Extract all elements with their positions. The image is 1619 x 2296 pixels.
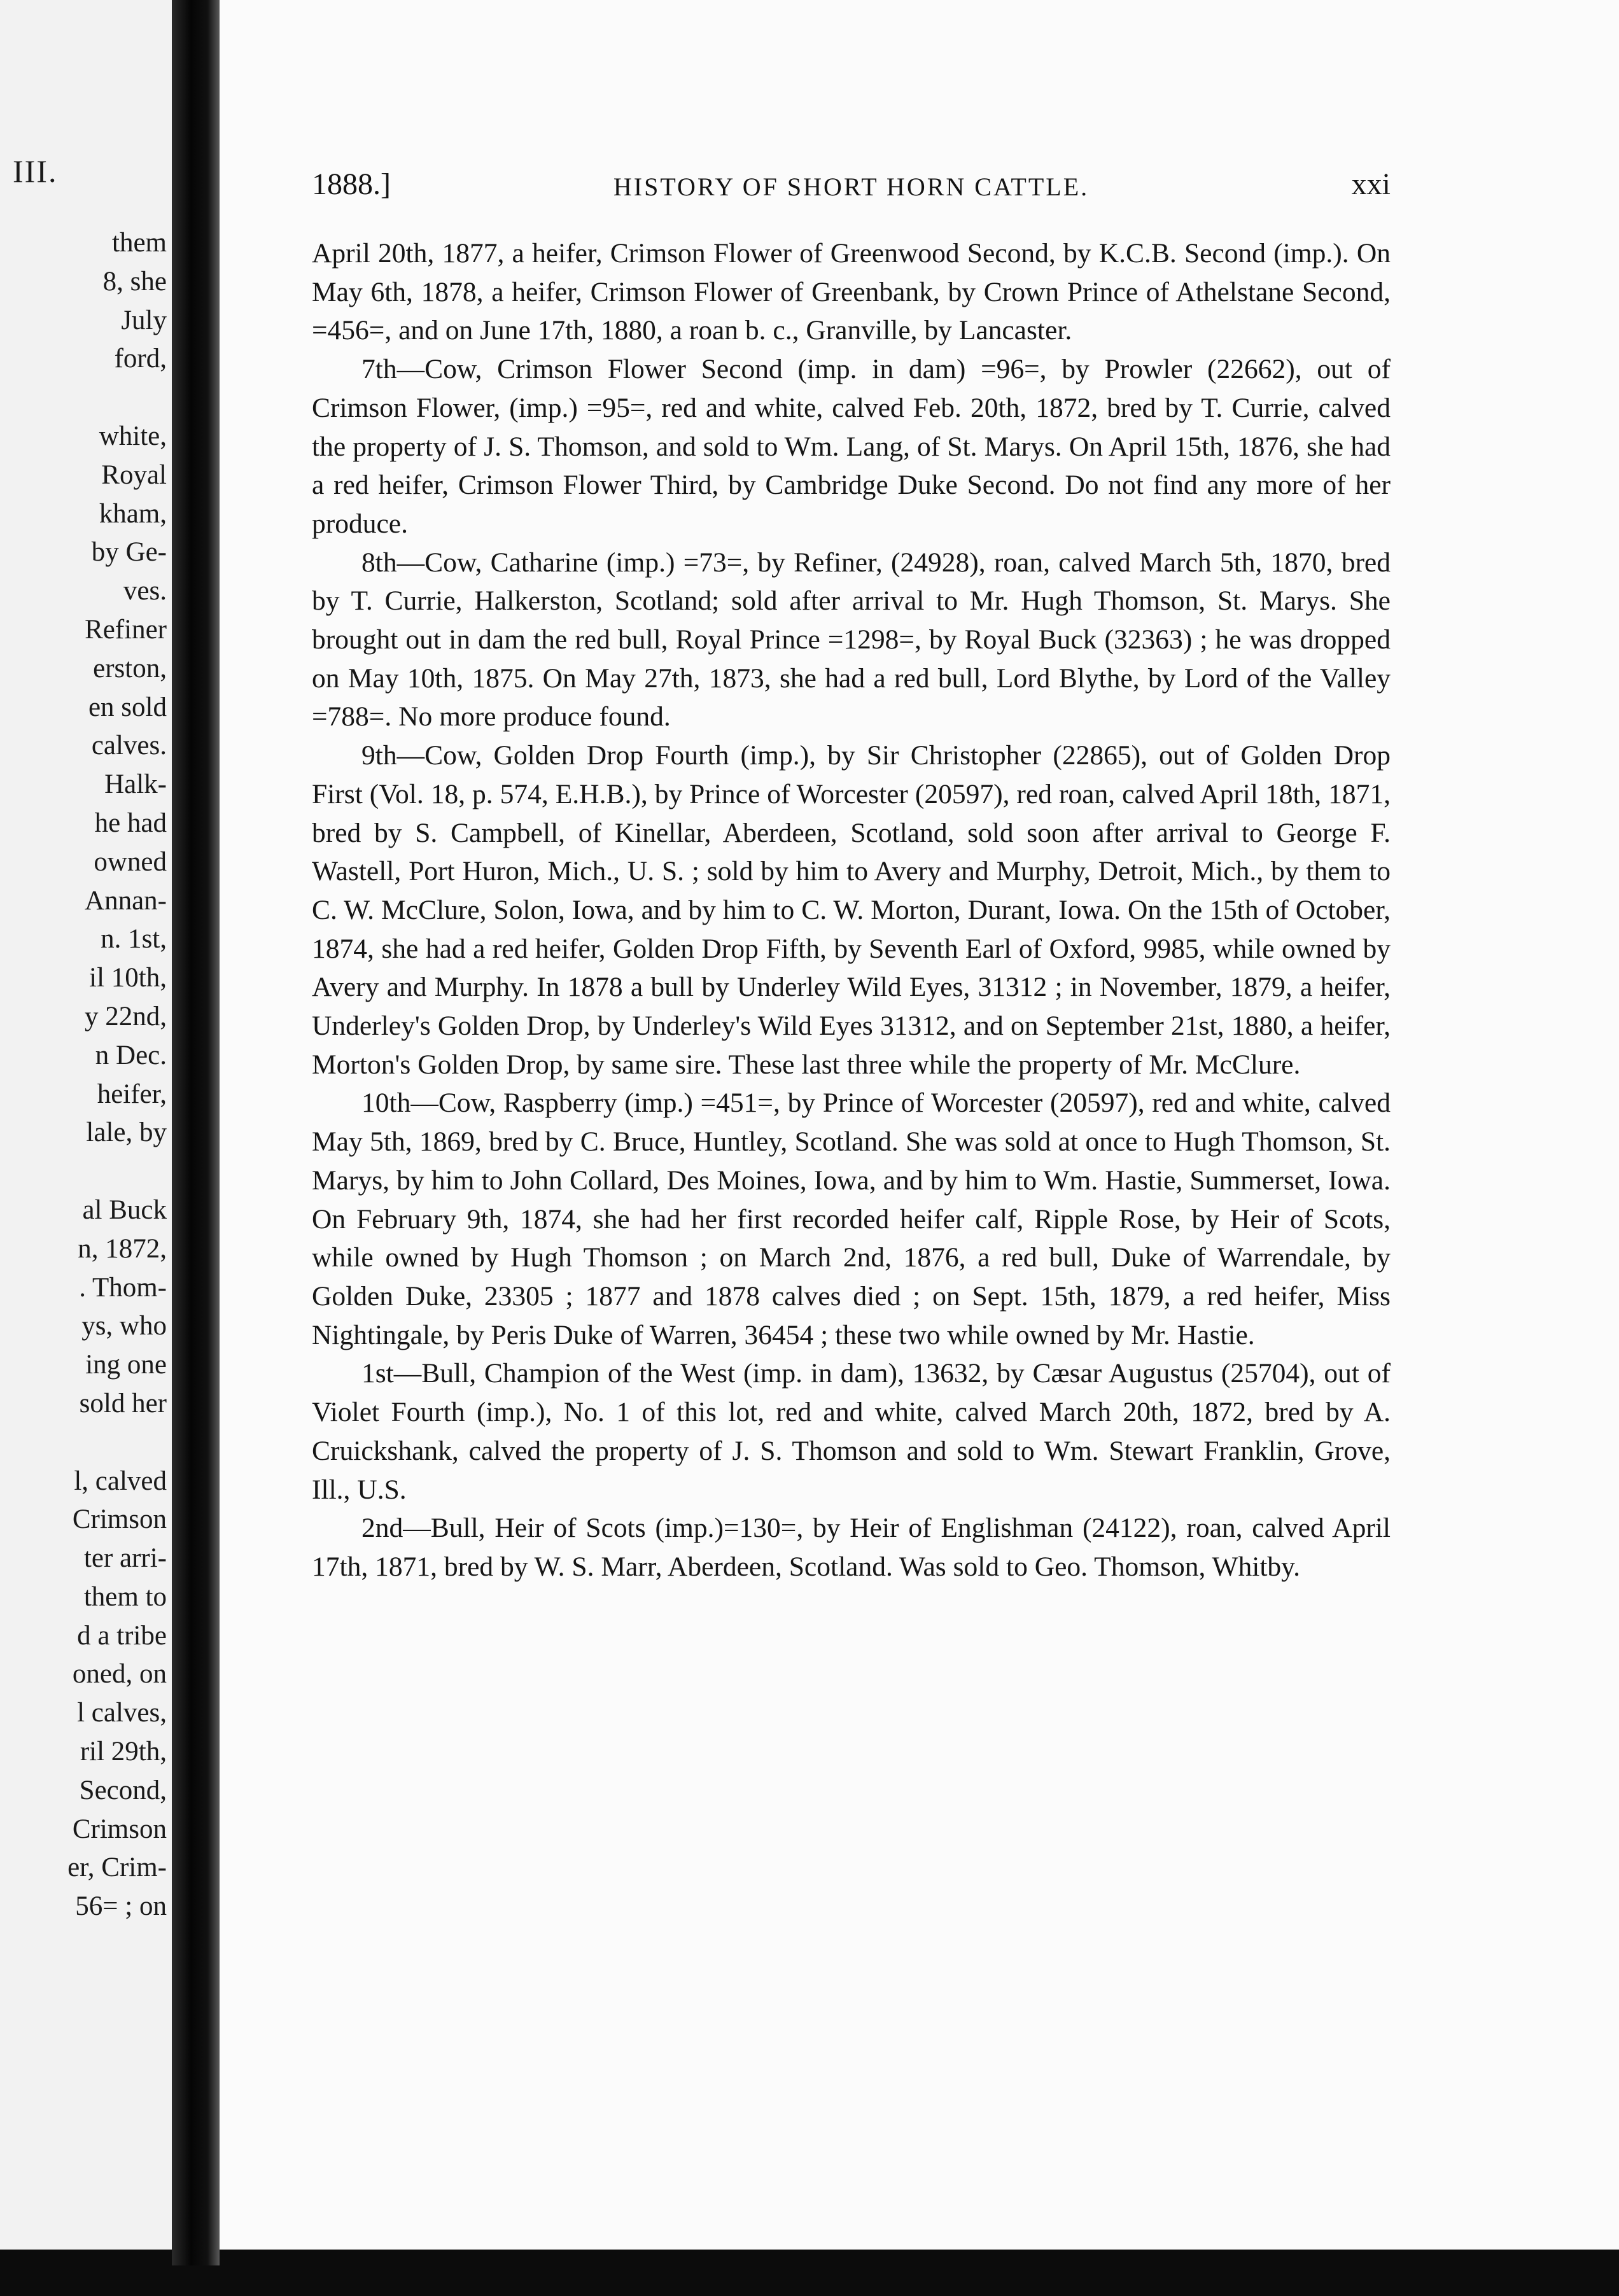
paragraph: 1st—Bull, Champion of the West (imp. in dam), 13632, by Cæsar Augustus (25704), out of Violet Fourth (imp.), No. 1 of this lot, red and white, calved March 20th, 1872, bred by A. Cruickshank, calved the property of J. S. Thomson and sold to Wm. Stewart Franklin, Grove, Ill., U.S. [312,1358,1391,1505]
left-page-line: ter arri- [83,1543,167,1574]
left-page-line: erston, [93,653,167,683]
left-page-line: calves. [91,731,167,761]
left-page-line: Halk- [104,769,167,800]
left-page-line: l, calved [74,1466,167,1496]
left-page-line: 8, she [102,266,167,297]
paragraph: 9th—Cow, Golden Drop Fourth (imp.), by Sir Christopher (22865), out of Golden Drop First (Vol. 18, p. 574, E.H.B.), by Prince of Worcester (20597), red roan, calved April 18th, 1871, bred by S. Campbell, of Kinellar, Aberdeen, Scotland, sold soon after arrival to George F. Wastell, Port Huron, Mich., U. S. ; sold by him to Avery and Murphy, Detroit, Mich., by them to C. W. McClure, Solon, Iowa, and by him to C. W. Morton, Durant, Iowa. On the 15th of October, 1874, she had a red heifer, Golden Drop Fifth, by Seventh Earl of Oxford, 9985, while owned by Avery and Murphy. In 1878 a bull by Underley Wild Eyes, 31312 ; in November, 1879, a heifer, Underley's Golden Drop, by Underley's Wild Eyes 31312, and on September 21st, 1880, a heifer, Morton's Golden Drop, by same sire. These last three while the property of Mr. McClure. [312,740,1391,1080]
left-page-line: n. 1st, [101,924,167,955]
left-page-line [0,1152,167,1191]
left-page-line: July [121,305,167,335]
left-page-line: oned, on [72,1659,167,1690]
left-page-line: il 10th, [89,963,167,993]
paragraph: 2nd—Bull, Heir of Scots (imp.)=130=, by Heir of Englishman (24122), roan, calved April 17th, 1871, bred by W. S. Marr, Aberdeen, Scotland. Was sold to Geo. Thomson, Whitby. [312,1513,1391,1582]
left-page-line: them [112,228,167,258]
left-page-line: ves. [123,576,167,606]
left-page-line: Refiner [85,614,167,645]
body-text [312,234,1391,1586]
left-page-line: ys, who [81,1311,167,1341]
left-page-line: Annan- [85,885,167,916]
left-page-line: kham, [99,498,167,529]
left-page-line: en sold [88,692,167,722]
left-page-line [0,1424,167,1462]
left-page-line: d a tribe [77,1620,167,1651]
left-page-line: Crimson [72,1504,167,1535]
left-page-line: he had [94,808,167,838]
left-page-header: III. [13,153,58,189]
left-page-line: ing one [85,1350,167,1380]
left-page-line: white, [99,421,167,451]
left-page-line: 56= ; on [75,1891,167,1922]
left-page-line: . Thom- [79,1272,167,1303]
left-page-line: Royal [101,459,167,490]
left-page-line: n Dec. [95,1040,167,1070]
left-page-line: heifer, [97,1079,167,1109]
header-title: HISTORY OF SHORT HORN CATTLE. [613,172,1090,201]
book-gutter [172,0,220,2265]
paragraph: 8th—Cow, Catharine (imp.) =73=, by Refiner, (24928), roan, calved March 5th, 1870, bred by T. Currie, Halkerston, Scotland; sold after arrival to Mr. Hugh Thomson, St. Marys. She brought out in dam the red bull, Royal Prince =1298=, by Royal Buck (32363) ; he was dropped on May 10th, 1875. On May 27th, 1873, she had a red bull, Lord Blythe, by Lord of the Valley =788=. No more produce found. [312,547,1391,732]
paragraph: April 20th, 1877, a heifer, Crimson Flower of Greenwood Second, by K.C.B. Second (imp.). On May 6th, 1878, a heifer, Crimson Flower of Greenbank, by Crown Prince of Athelstane Second, =456=, and on June 17th, 1880, a roan b. c., Granville, by Lancaster. [312,238,1391,346]
header-year: 1888.] [312,167,391,201]
paragraph: 7th—Cow, Crimson Flower Second (imp. in dam) =96=, by Prowler (22662), out of Crimson Flower, (imp.) =95=, red and white, calved Feb. 20th, 1872, bred by T. Currie, calved the property of J. S. Thomson, and sold to Wm. Lang, of St. Marys. On April 15th, 1876, she had a red heifer, Crimson Flower Third, by Cambridge Duke Second. Do not find any more of her produce. [312,354,1391,539]
page-number: xxi [1351,167,1391,201]
left-page-line: Crimson [72,1814,167,1844]
left-page-line: sold her [79,1388,167,1418]
left-page-line: ford, [114,344,167,374]
running-header [312,167,1391,211]
left-page-line: ril 29th, [80,1737,167,1767]
left-page-fragment [0,0,172,2250]
left-page-line: them to [83,1581,167,1612]
left-page-line: al Buck [82,1194,167,1225]
left-page-line: er, Crim- [67,1852,167,1883]
left-page-line: by Ge- [91,537,167,568]
paragraph: 10th—Cow, Raspberry (imp.) =451=, by Prince of Worcester (20597), red and white, calved May 5th, 1869, bred by C. Bruce, Huntley, Scotland. She was sold at once to Hugh Thomson, St. Marys, by him to John Collard, Des Moines, Iowa, and by him to Wm. Hastie, Summerset, Iowa. On February 9th, 1874, she had her first recorded heifer calf, Ripple Rose, by Heir of Scots, while owned by Hugh Thomson ; on March 2nd, 1876, a red bull, Duke of Warrendale, by Golden Duke, 23305 ; 1877 and 1878 calves died ; on Sept. 15th, 1879, a red heifer, Miss Nightingale, by Peris Duke of Warren, 36454 ; these two while owned by Mr. Hastie. [312,1088,1391,1350]
left-page-line: owned [94,846,167,877]
left-page-line: Second, [79,1775,167,1805]
left-page-line: n, 1872, [78,1233,167,1264]
left-page-line [0,379,167,417]
left-page-line: l calves, [77,1698,167,1728]
left-page-line: y 22nd, [85,1001,167,1032]
left-page-line: lale, by [86,1117,167,1148]
left-page-text [0,224,167,1926]
